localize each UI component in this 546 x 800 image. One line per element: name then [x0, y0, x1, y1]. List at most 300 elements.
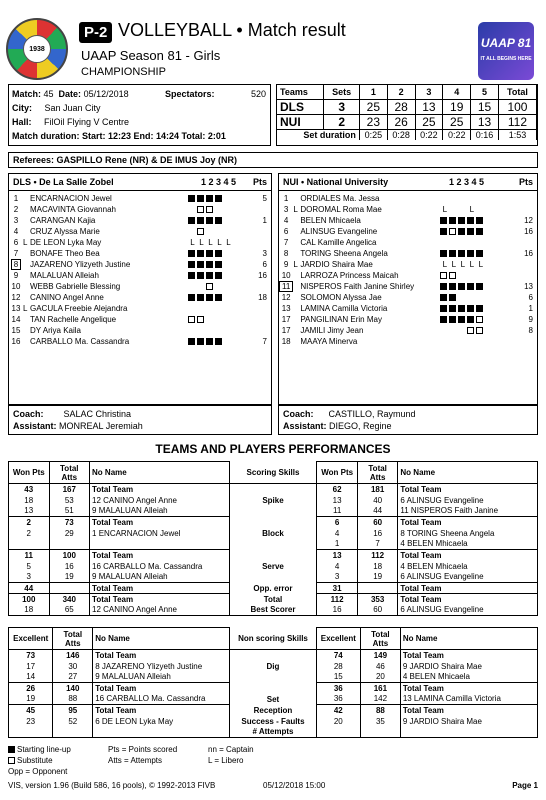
starter-square [215, 250, 222, 257]
perf-header-cell: Total Atts [53, 628, 93, 650]
libero-flag [23, 215, 30, 226]
player-name: TAN Rachelle Angelique [30, 315, 117, 324]
player-points [506, 259, 537, 270]
starter-square [467, 305, 474, 312]
score-cell: 112 [498, 114, 536, 129]
team-b-assistant: DIEGO, Regine [329, 421, 392, 431]
perf-row [9, 528, 538, 539]
player-name: MALALUAN Alleiah [30, 271, 99, 280]
perf-cell: 6 ALINSUG Evangeline [398, 572, 538, 583]
perf-header-cell: No Name [398, 462, 538, 484]
starter-square [197, 338, 204, 345]
player-number [279, 204, 293, 215]
starter-square [188, 272, 195, 279]
team-b-coach: CASTILLO, Raymund [328, 409, 416, 419]
season-label: UAAP Season 81 - Girls [81, 48, 221, 63]
perf-row [9, 495, 538, 506]
perf-header-cell: No Name [93, 628, 230, 650]
player-name: DY Ariya Kaila [30, 326, 81, 335]
player-number-text: 11 [279, 281, 293, 292]
substitute-square [188, 316, 195, 323]
perf-cell: Total Team [90, 594, 230, 605]
player-points: 16 [258, 271, 267, 280]
player-number [279, 314, 293, 325]
perf-cell: 60 [357, 517, 398, 528]
starter-square [440, 294, 447, 301]
score-cell: 25 [415, 114, 443, 129]
player-number-text: 13 [281, 304, 291, 313]
libero-flag [293, 237, 300, 248]
player-points [254, 303, 271, 314]
player-row [279, 281, 537, 292]
perf-header-cell: No Name [90, 462, 230, 484]
perf-row [9, 550, 538, 561]
score-cell: 2 [324, 114, 360, 129]
set-participation [440, 226, 506, 237]
perf-cell: 53 [49, 495, 90, 506]
starter-square [467, 228, 474, 235]
perf-cell: Total Team [90, 484, 230, 495]
player-number-text: 6 [283, 227, 289, 236]
starter-square [440, 228, 447, 235]
set-participation [188, 204, 254, 215]
perf-cell: 9 JARDIO Shaira Mae [400, 716, 537, 727]
player-number-text: 8 [11, 259, 21, 270]
starter-square [206, 338, 213, 345]
starter-square [215, 261, 222, 268]
player-row [9, 215, 271, 226]
starter-square [476, 217, 483, 224]
perf-cell: Total Team [398, 484, 538, 495]
score-cell: 25 [359, 99, 387, 114]
libero-flag [293, 325, 300, 336]
player-number [9, 259, 23, 270]
player-points [254, 237, 271, 248]
perf-row [9, 605, 538, 616]
perf-cell: 4 BELEN Mhicaela [398, 561, 538, 572]
perf-cell [53, 727, 93, 738]
player-number-text: 9 [283, 260, 289, 269]
player-number-text: 10 [11, 282, 21, 291]
starter-square [458, 250, 465, 257]
perf-cell: 31 [317, 583, 358, 594]
legend-points: Pts = Points scored [108, 745, 178, 754]
sets-header: 1 2 3 4 5 [449, 177, 485, 187]
perf-cell: 13 [317, 495, 358, 506]
perf-cell: 100 [9, 594, 50, 605]
player-number-text: 17 [281, 326, 291, 335]
player-number-text: 7 [13, 249, 19, 258]
perf-cell: 88 [53, 694, 93, 705]
player-points [506, 204, 537, 215]
perf-cell: 16 [317, 605, 358, 616]
pts-header: Pts [518, 177, 533, 187]
team-a-players [9, 193, 271, 347]
libero-flag [23, 204, 30, 215]
player-points [254, 226, 271, 237]
player-number [9, 325, 23, 336]
set-participation [440, 259, 506, 270]
libero-flag [23, 248, 30, 259]
libero-flag [293, 226, 300, 237]
perf-header-cell: No Name [400, 628, 537, 650]
perf-cell [230, 672, 316, 683]
starter-square [188, 338, 195, 345]
starter-square [215, 272, 222, 279]
score-row [277, 114, 537, 129]
perf-cell: 3 [317, 572, 358, 583]
perf-cell: 142 [361, 694, 401, 705]
substitute-square [206, 283, 213, 290]
perf-row [9, 594, 538, 605]
libero-mark: L [469, 260, 475, 269]
set-participation [440, 215, 506, 226]
set-duration-cell: 0:22 [415, 129, 443, 140]
perf-cell: 161 [361, 683, 401, 694]
team-a-staff: Coach: SALAC Christina Assistant: MONREAL Jeremiah [8, 405, 272, 435]
score-cell: 23 [359, 114, 387, 129]
perf-cell [361, 727, 401, 738]
perf-cell: 19 [357, 572, 398, 583]
player-number [279, 193, 293, 204]
player-row [9, 325, 271, 336]
player-name: BELEN Mhicaela [300, 216, 361, 225]
perf-header-cell: Total Atts [361, 628, 401, 650]
player-row [279, 226, 537, 237]
perf-cell: 19 [49, 572, 90, 583]
player-number [9, 215, 23, 226]
team-a-name: DLS • De La Salle Zobel [13, 177, 114, 187]
perf-cell: 9 MALALUAN Alleiah [90, 506, 230, 517]
player-number [9, 270, 23, 281]
player-row [279, 303, 537, 314]
perf-cell: 30 [53, 661, 93, 672]
player-number-text: 12 [11, 293, 21, 302]
perf-cell: 4 [317, 561, 358, 572]
perf-cell: 19 [9, 694, 53, 705]
player-name: GACULA Freebie Alejandra [30, 304, 128, 313]
perf-cell: 45 [9, 705, 53, 716]
player-points [506, 237, 537, 248]
perf-cell: 60 [357, 605, 398, 616]
player-name: ENCARNACION Jewel [30, 194, 112, 203]
libero-flag [23, 193, 30, 204]
player-points: 13 [524, 282, 533, 291]
perf-cell: 12 CANINO Angel Anne [90, 605, 230, 616]
player-number-text: 4 [13, 227, 19, 236]
set-participation [188, 303, 254, 314]
perf-header-row [9, 628, 538, 650]
hall-value: FilOil Flying V Centre [44, 117, 130, 127]
player-name: CARANGAN Kajia [30, 216, 96, 225]
perf-cell: Opp. error [229, 583, 317, 594]
non-scoring-skills-table [8, 627, 538, 738]
perf-cell: 11 [317, 506, 358, 517]
player-name: CRUZ Alyssa Marie [30, 227, 100, 236]
match-date: 05/12/2018 [83, 89, 129, 99]
player-number-text: 10 [281, 271, 291, 280]
city-value: San Juan City [44, 103, 101, 113]
player-number-text: 8 [283, 249, 289, 258]
perf-cell: 2 [9, 528, 50, 539]
score-header-cell: 5 [471, 85, 499, 99]
player-points [254, 314, 271, 325]
substitute-square [206, 206, 213, 213]
perf-cell: Total Team [90, 517, 230, 528]
set-participation [440, 281, 506, 292]
perf-header-cell: Non scoring Skills [230, 628, 316, 650]
starter-square [476, 250, 483, 257]
player-name: PANGILINAN Erin May [300, 315, 382, 324]
perf-cell: Total Team [93, 650, 230, 661]
player-number [9, 204, 23, 215]
score-header-cell: Total [498, 85, 536, 99]
libero-flag [23, 259, 30, 270]
perf-cell: Total Team [400, 705, 537, 716]
player-name: DOROMAL Roma Mae [300, 205, 382, 214]
perf-cell: Serve [229, 561, 317, 572]
starter-square [440, 283, 447, 290]
perf-cell [316, 727, 360, 738]
score-header-cell: 1 [359, 85, 387, 99]
player-row [279, 248, 537, 259]
perf-row [9, 705, 538, 716]
player-points [254, 204, 271, 215]
perf-cell: 5 [9, 561, 50, 572]
perf-cell: 73 [9, 650, 53, 661]
player-number-text: 4 [283, 216, 289, 225]
player-number [279, 248, 293, 259]
substitute-square [476, 327, 483, 334]
starter-square [215, 217, 222, 224]
score-header-cell: Teams [277, 85, 324, 99]
libero-mark: L [442, 205, 448, 214]
date-label: Date: [58, 89, 82, 99]
set-participation [188, 336, 254, 347]
starter-square [440, 305, 447, 312]
set-duration-cell: 0:22 [443, 129, 471, 140]
libero-flag [293, 215, 300, 226]
score-cell: 19 [443, 99, 471, 114]
perf-header-cell: Excellent [9, 628, 53, 650]
starter-square [449, 217, 456, 224]
perf-cell: Dig [230, 661, 316, 672]
perf-header-cell: Total Atts [357, 462, 398, 484]
player-number [279, 292, 293, 303]
set-participation [188, 325, 254, 336]
libero-mark: L [190, 238, 195, 247]
player-row [9, 292, 271, 303]
score-cell: 3 [324, 99, 360, 114]
perf-cell: Total Team [93, 683, 230, 694]
libero-mark: L [469, 205, 475, 214]
perf-cell: 146 [53, 650, 93, 661]
starter-square [197, 250, 204, 257]
perf-cell: 16 CARBALLO Ma. Cassandra [90, 561, 230, 572]
perf-cell: 12 CANINO Angel Anne [90, 495, 230, 506]
perf-cell: 6 [317, 517, 358, 528]
perf-cell: 2 [9, 517, 50, 528]
legend-starting: Starting line-up [17, 745, 71, 754]
perf-cell: Total Team [398, 594, 538, 605]
perf-cell [9, 727, 53, 738]
player-number [279, 237, 293, 248]
set-participation [440, 292, 506, 303]
perf-header-cell: Won Pts [9, 462, 50, 484]
perf-cell [230, 650, 316, 661]
uaap81-logo [478, 22, 534, 80]
player-name: WEBB Gabrielle Blessing [30, 282, 121, 291]
player-points [254, 325, 271, 336]
starter-square [476, 305, 483, 312]
perf-cell: 73 [49, 517, 90, 528]
footer-page: Page 1 [512, 781, 538, 790]
perf-cell [93, 727, 230, 738]
libero-mark: L [442, 260, 448, 269]
logo-text: UAAP 81 [480, 36, 532, 50]
seal-year: 1938 [23, 35, 51, 63]
match-number: 45 [43, 89, 54, 99]
substitute-square [467, 327, 474, 334]
perf-cell: 44 [9, 583, 50, 594]
legend-libero: L = Libero [208, 756, 244, 765]
perf-cell: Spike [229, 495, 317, 506]
player-row [9, 314, 271, 325]
set-participation [188, 281, 254, 292]
perf-cell: Set [230, 694, 316, 705]
perf-cell: Best Scorer [229, 605, 317, 616]
team-b-staff: Coach: CASTILLO, Raymund Assistant: DIEGO, Regine [278, 405, 538, 435]
player-points: 9 [528, 315, 533, 324]
player-number-text: 1 [283, 194, 289, 203]
perf-header-cell: Excellent [316, 628, 360, 650]
perf-row [9, 694, 538, 705]
perf-cell [49, 539, 90, 550]
perf-cell: 340 [49, 594, 90, 605]
substitute-square [449, 272, 456, 279]
perf-cell: 4 BELEN Mhicaela [398, 539, 538, 550]
libero-mark: L [208, 238, 213, 247]
perf-cell: Block [229, 528, 317, 539]
match-label: Match: [12, 89, 41, 99]
team-a-assistant: MONREAL Jeremiah [59, 421, 143, 431]
perf-cell: 20 [361, 672, 401, 683]
player-number-text: 17 [281, 315, 291, 324]
player-row [279, 259, 537, 270]
player-number [9, 248, 23, 259]
player-row [9, 226, 271, 237]
score-cell: 26 [387, 114, 415, 129]
libero-flag [293, 193, 300, 204]
libero-flag [293, 281, 300, 292]
starter-square [449, 305, 456, 312]
player-number [9, 303, 23, 314]
substitute-square [197, 206, 204, 213]
perf-cell: Total Team [93, 705, 230, 716]
set-duration-label: Set duration [277, 129, 359, 140]
page-title: VOLLEYBALL • Match result [118, 20, 346, 40]
player-number [279, 281, 293, 292]
perf-cell: Total Team [90, 583, 230, 594]
scoring-skills-table [8, 461, 538, 616]
starter-square [449, 250, 456, 257]
round-label: CHAMPIONSHIP [81, 66, 166, 78]
libero-flag [293, 270, 300, 281]
substitute-square [197, 316, 204, 323]
player-name: NISPEROS Faith Janine Shirley [300, 282, 415, 291]
perf-cell: 20 [316, 716, 360, 727]
libero-mark: L [451, 260, 457, 269]
player-points: 3 [262, 249, 267, 258]
starter-square [197, 272, 204, 279]
perf-cell: 6 ALINSUG Evangeline [398, 605, 538, 616]
footer-timestamp: 05/12/2018 15:00 [263, 781, 326, 790]
libero-flag [23, 336, 30, 347]
perf-cell: Total Team [400, 683, 537, 694]
set-duration-cell: 0:25 [359, 129, 387, 140]
starter-square [458, 217, 465, 224]
starter-square [188, 261, 195, 268]
player-row [9, 193, 271, 204]
match-info [8, 84, 271, 146]
perf-cell: 6 DE LEON Lyka May [93, 716, 230, 727]
perf-cell [49, 583, 90, 594]
perf-row [9, 650, 538, 661]
player-number-text: 13 [11, 304, 21, 313]
libero-flag: L [23, 304, 28, 313]
starter-square [458, 228, 465, 235]
player-row [279, 336, 537, 347]
referees: Referees: GASPILLO Rene (NR) & DE IMUS Joy (NR) [8, 152, 538, 168]
starter-square [440, 250, 447, 257]
player-number-text: 9 [13, 271, 19, 280]
set-duration-cell: 0:16 [471, 129, 499, 140]
perf-cell: 149 [361, 650, 401, 661]
legend-opponent: Opp = Opponent [8, 767, 68, 776]
player-name: BONAFE Theo Bea [30, 249, 100, 258]
set-participation [188, 215, 254, 226]
starter-square [215, 195, 222, 202]
player-points [254, 281, 271, 292]
set-participation [188, 226, 254, 237]
set-participation [440, 336, 506, 347]
starter-square [206, 294, 213, 301]
perf-cell: 44 [357, 506, 398, 517]
perf-cell [230, 683, 316, 694]
player-row [9, 336, 271, 347]
perf-cell: 1 [317, 539, 358, 550]
set-participation [188, 237, 254, 248]
team-b-players [279, 193, 537, 347]
perf-cell: Total [229, 594, 317, 605]
perf-cell: 9 MALALUAN Alleiah [93, 672, 230, 683]
player-row [279, 237, 537, 248]
starter-square [458, 305, 465, 312]
player-row [9, 259, 271, 270]
set-participation [440, 325, 506, 336]
perf-row [9, 583, 538, 594]
legend-captain: nn = Captain [208, 745, 254, 754]
perf-cell: Reception [230, 705, 316, 716]
player-number [279, 226, 293, 237]
perf-cell [400, 727, 537, 738]
starter-square [476, 228, 483, 235]
starter-square [197, 217, 204, 224]
perf-cell: 52 [53, 716, 93, 727]
perf-cell: 4 BELEN Mhicaela [400, 672, 537, 683]
score-header-row [277, 85, 537, 99]
libero-flag [23, 270, 30, 281]
